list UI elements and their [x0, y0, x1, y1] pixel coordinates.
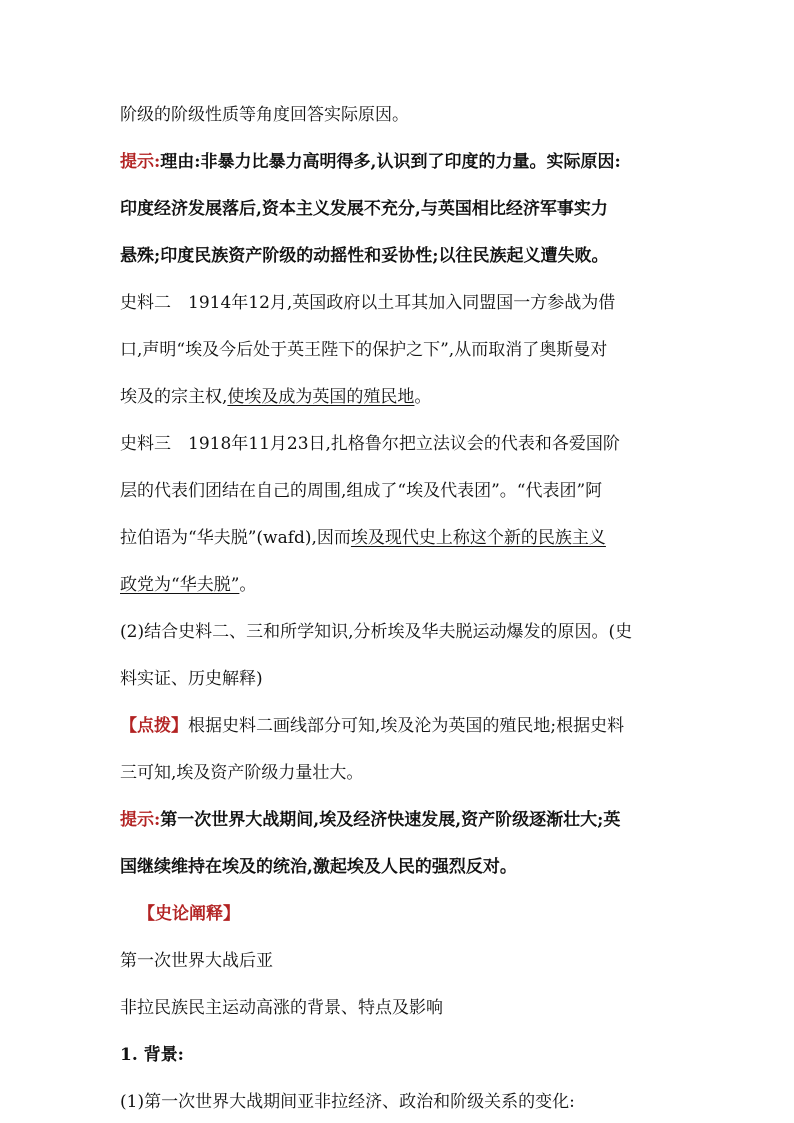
hint-text: 第一次世界大战期间,埃及经济快速发展,资产阶级逐渐壮大;英 [160, 810, 621, 830]
source-three-line: 史料三 1918年11月23日,扎格鲁尔把立法议会的代表和各爱国阶 [120, 434, 620, 454]
document-body [120, 98, 680, 1119]
tip-text: 根据史料二画线部分可知,埃及沦为英国的殖民地;根据史料 [188, 716, 625, 736]
hint-paragraph-line: 印度经济发展落后,资本主义发展不充分,与英国相比经济军事实力 [120, 199, 608, 219]
source-three-line: 层的代表们团结在自己的周围,组成了“埃及代表团”。“代表团”阿 [120, 481, 603, 501]
hint-label: 提示: [120, 152, 161, 172]
text-span: 。 [414, 387, 432, 407]
section-title: 【史论阐释】 [138, 904, 240, 924]
text-span: 拉伯语为“华夫脱”(wafd),因而 [120, 528, 351, 548]
tip-line [120, 709, 680, 743]
hint-paragraph-line: 悬殊;印度民族资产阶级的动摇性和妥协性;以往民族起义遭失败。 [120, 246, 609, 266]
background-line: (1)第一次世界大战期间亚非拉经济、政治和阶级关系的变化: [120, 1092, 575, 1112]
source-three-line [120, 568, 680, 602]
source-two-line [120, 380, 680, 414]
underlined-text: 政党为“华夫脱” [120, 575, 240, 595]
hint-label: 提示: [120, 810, 161, 830]
hint-paragraph-line: 国继续维持在埃及的统治,激起埃及人民的强烈反对。 [120, 857, 517, 877]
text-span: 。 [239, 575, 257, 595]
hint-paragraph-line [120, 803, 680, 837]
hint-paragraph-line [120, 145, 680, 179]
tip-label: 【点拨】 [120, 716, 188, 736]
underlined-text: 埃及现代史上称这个新的民族主义 [350, 528, 606, 548]
section-text-line: 非拉民族民主运动高涨的背景、特点及影响 [120, 998, 443, 1018]
text-span: 埃及的宗主权, [120, 387, 228, 407]
source-two-line: 史料二 1914年12月,英国政府以土耳其加入同盟国一方参战为借 [120, 293, 616, 313]
question-line: 料实证、历史解释) [120, 669, 263, 689]
text-line: 阶级的阶级性质等角度回答实际原因。 [120, 105, 409, 125]
source-three-line [120, 521, 680, 555]
background-heading: 1. 背景: [120, 1045, 184, 1065]
source-two-line: 口,声明“埃及今后处于英王陛下的保护之下”,从而取消了奥斯曼对 [120, 340, 608, 360]
section-text-line: 第一次世界大战后亚 [120, 951, 273, 971]
question-line: (2)结合史料二、三和所学知识,分析埃及华夫脱运动爆发的原因。(史 [120, 622, 633, 642]
tip-line: 三可知,埃及资产阶级力量壮大。 [120, 763, 364, 783]
hint-text: 理由:非暴力比暴力高明得多,认识到了印度的力量。实际原因: [160, 152, 621, 172]
underlined-text: 使埃及成为英国的殖民地 [227, 387, 415, 407]
